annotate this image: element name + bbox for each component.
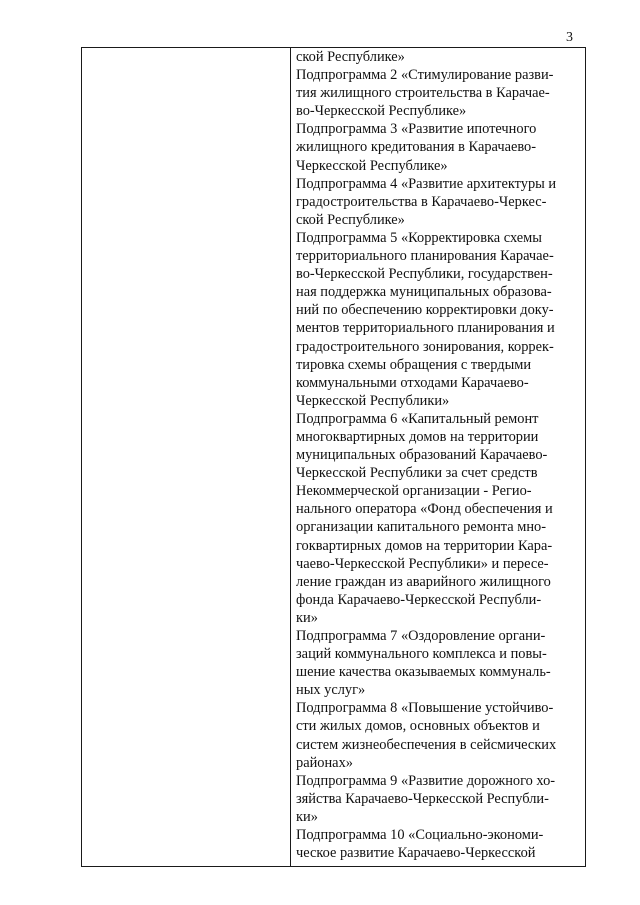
- label-cell: [82, 48, 291, 867]
- subprogram-10: Подпрограмма 10 «Социально-экономи- ческое развитие Карачаево-Черкесской: [296, 827, 544, 862]
- continuation-text: ской Республике»: [296, 49, 405, 65]
- page-number: 3: [566, 30, 573, 45]
- program-table: [81, 47, 586, 867]
- subprogram-5: Подпрограмма 5 «Корректировка схемы территориального планирования Карачае- во-Черкесской Республики, государствен- ная поддержка муниципальных образова- ний по обеспечению корректировки доку- ментов территориального планирования и градостроительного зонирования, коррек- тировка схемы обращения с твердыми коммунальными отходами Карачаево- Черкесской Республики»: [296, 229, 555, 409]
- subprogram-9: Подпрограмма 9 «Развитие дорожного хо- зяйства Карачаево-Черкесской Республи- ки»: [296, 772, 556, 825]
- table-row: [82, 48, 586, 867]
- content-cell: [291, 48, 586, 867]
- subprogram-4: Подпрограмма 4 «Развитие архитектуры и градостроительства в Карачаево-Черкес- ской Республике»: [296, 175, 557, 228]
- subprogram-list: [291, 48, 585, 862]
- subprogram-8: Подпрограмма 8 «Повышение устойчиво- сти жилых домов, основных объектов и систем жизнеобеспечения в сейсмических районах»: [296, 700, 557, 771]
- subprogram-2: Подпрограмма 2 «Стимулирование разви- тия жилищного строительства в Карачае- во-Черкесской Республике»: [296, 67, 554, 120]
- subprogram-3: Подпрограмма 3 «Развитие ипотечного жилищного кредитования в Карачаево- Черкесской Республике»: [296, 121, 537, 174]
- subprogram-7: Подпрограмма 7 «Оздоровление органи- заций коммунального комплекса и повы- шение качества оказываемых коммуналь- ных услуг»: [296, 628, 551, 699]
- subprogram-6: Подпрограмма 6 «Капитальный ремонт многоквартирных домов на территории муниципальных образований Карачаево- Черкесской Республики за счет средств Некоммерческой организации - Регио- нального оператора «Фонд обеспечения и организации капитального ремонта мно- гоквартирных домов на территории Кара- чаево-Черкесской Республики» и пересе- ление граждан из аварийного жилищного фонда Карачаево-Черкесской Республи- ки»: [296, 410, 553, 626]
